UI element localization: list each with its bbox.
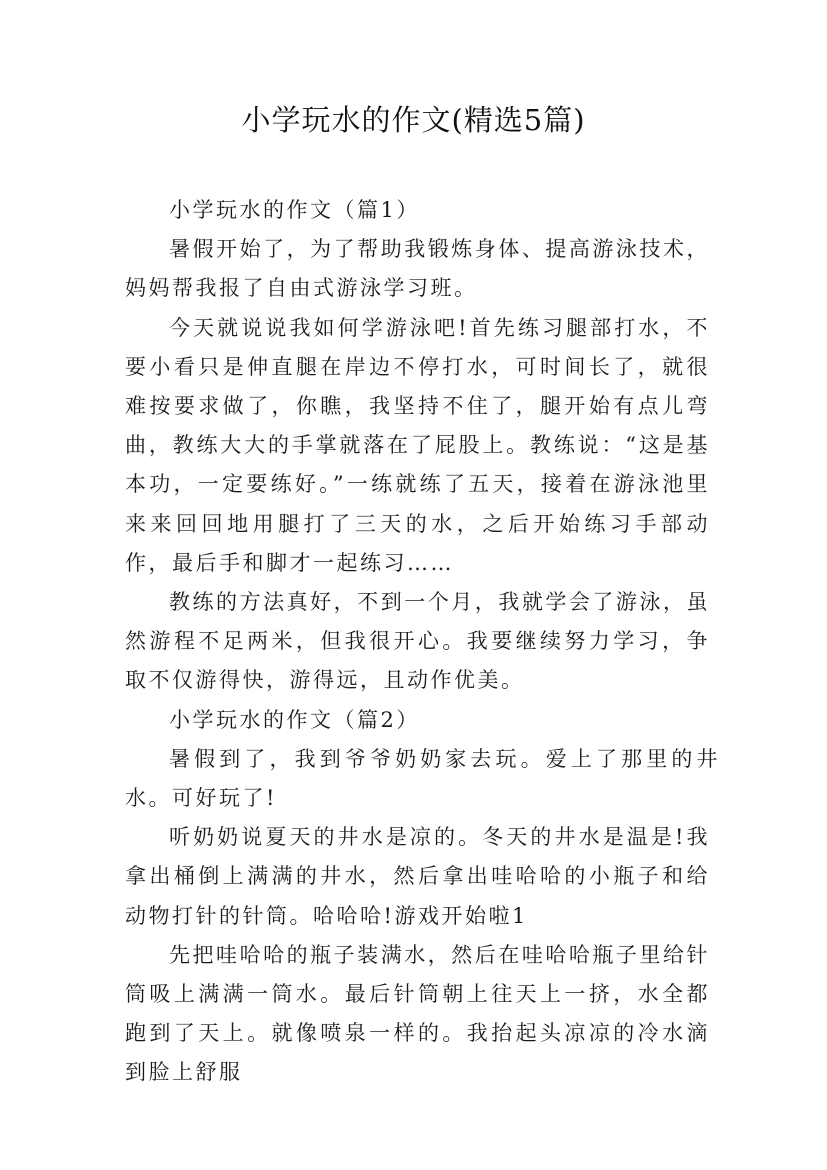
paragraph: 教练的方法真好，不到一个月，我就学会了游泳，虽然游程不足两米，但我很开心。我要继续努力学习，争取不仅游得快，游得远，且动作优美。: [125, 590, 710, 693]
paragraph: 先把哇哈哈的瓶子装满水，然后在哇哈哈瓶子里给针筒吸上满满一筒水。最后针筒朝上往天上一挤，水全都跑到了天上。就像喷泉一样的。我抬起头凉凉的冷水滴到脸上舒服: [125, 942, 710, 1085]
paragraph: 暑假开始了，为了帮助我锻炼身体、提高游泳技术，妈妈帮我报了自由式游泳学习班。: [125, 237, 710, 301]
paragraph: 听奶奶说夏天的井水是凉的。冬天的井水是温是!我拿出桶倒上满满的井水，然后拿出哇哈哈的小瓶子和给动物打针的针筒。哈哈哈!游戏开始啦1: [125, 825, 710, 928]
document-title: 小学玩水的作文(精选5篇): [241, 103, 586, 137]
paragraph: 暑假到了，我到爷爷奶奶家去玩。爱上了那里的井水。可好玩了!: [125, 746, 720, 811]
section-heading-2: 小学玩水的作文（篇2）: [169, 707, 420, 732]
section-heading-1: 小学玩水的作文（篇1）: [169, 198, 420, 222]
paragraph: 今天就说说我如何学游泳吧!首先练习腿部打水，不要小看只是伸直腿在岸边不停打水，可时间长了，就很难按要求做了，你瞧，我坚持不住了，腿开始有点儿弯曲，教练大大的手掌就落在了屁股上。教练说：“这是基本功，一定要练好。”一练就练了五天，接着在游泳池里来来回回地用腿打了三天的水，之后开始练习手部动作，最后手和脚才一起练习……: [125, 315, 710, 575]
document-body: [125, 191, 720, 1093]
